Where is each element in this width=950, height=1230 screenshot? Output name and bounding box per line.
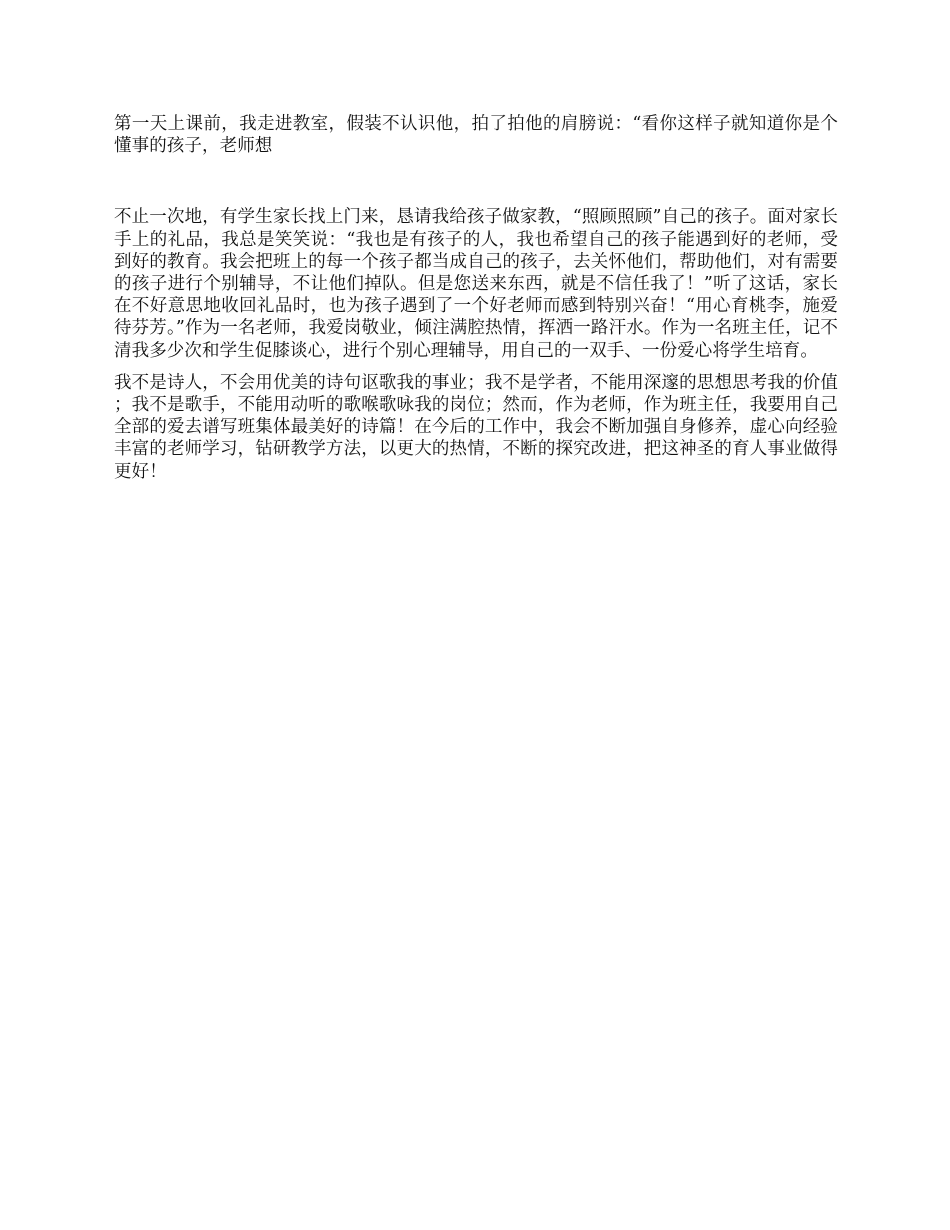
paragraph-1: 第一天上课前，我走进教室，假装不认识他，拍了拍他的肩膀说：“看你这样子就知道你是个懂事的孩子，老师想: [114, 114, 838, 157]
paragraph-3: 我不是诗人，不会用优美的诗句讴歌我的事业；我不是学者，不能用深邃的思想思考我的价值；我不是歌手，不能用动听的歌喉歌咏我的岗位；然而，作为老师，作为班主任，我要用自己全部的爱去谱写班集体最美好的诗篇！在今后的工作中，我会不断加强自身修养，虚心向经验丰富的老师学习，钻研教学方法，以更大的热情，不断的探究改进，把这神圣的育人事业做得更好！: [114, 372, 838, 482]
document-body: [114, 113, 838, 483]
paragraph-2: 不止一次地，有学生家长找上门来，恳请我给孩子做家教，“照顾照顾”自己的孩子。面对家长手上的礼品，我总是笑笑说：“我也是有孩子的人，我也希望自己的孩子能遇到好的老师，受到好的教育。我会把班上的每一个孩子都当成自己的孩子，去关怀他们，帮助他们，对有需要的孩子进行个别辅导，不让他们掉队。但是您送来东西，就是不信任我了！”听了这话，家长在不好意思地收回礼品时，也为孩子遇到了一个好老师而感到特别兴奋！“用心育桃李，施爱待芬芳。”作为一名老师，我爱岗敬业，倾注满腔热情，挥洒一路汗水。作为一名班主任，记不清我多少次和学生促膝谈心，进行个别心理辅导，用自己的一双手、一份爱心将学生培育。: [114, 207, 838, 361]
